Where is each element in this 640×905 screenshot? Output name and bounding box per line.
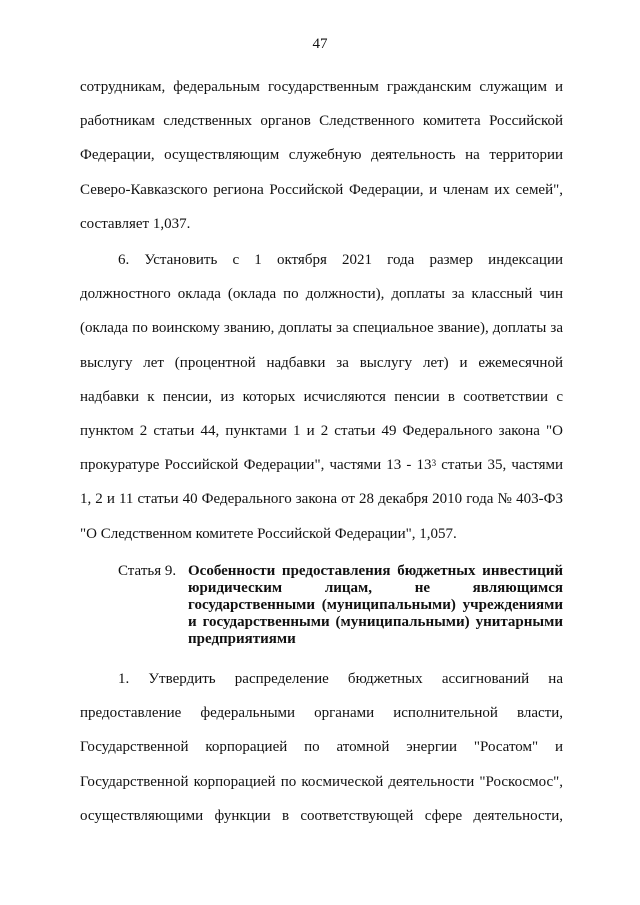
paragraph-2-line: пунктом 2 статьи 44, пунктами 1 и 2 статьи 49 Федерального закона "О [80, 422, 563, 439]
paragraph-1-line: составляет 1,037. [80, 215, 191, 232]
article-title-line: и государственными (муниципальными) унитарными [188, 614, 563, 630]
paragraph-1-line: работникам следственных органов Следственного комитета Российской [80, 113, 563, 130]
paragraph-3-line: 1. Утвердить распределение бюджетных ассигнований на [118, 671, 563, 687]
paragraph-2-line: надбавки к пенсии, из которых исчисляются пенсии в соответствии с [80, 388, 563, 405]
paragraph-1-line: Северо-Кавказского региона Российской Федерации, и членам их семей", [80, 181, 563, 198]
paragraph-2 [80, 243, 563, 551]
paragraph-2-line: (оклада по воинскому званию, доплаты за специальное звание), доплаты за [80, 320, 563, 337]
page-number: 47 [312, 36, 328, 52]
paragraph-2-line: "О Следственном комитете Российской Федерации", 1,057. [80, 525, 457, 542]
paragraph-1 [80, 70, 563, 241]
paragraph-3-line: Государственной корпорацией по атомной энергии "Росатом" и [80, 739, 563, 756]
paragraph-2-line: должностного оклада (оклада по должности), доплаты за классный чин [80, 286, 563, 303]
article-heading [118, 563, 563, 648]
article-title-line: государственными (муниципальными) учреждениями [188, 597, 563, 613]
paragraph-2-line: 6. Установить с 1 октября 2021 года размер индексации [118, 252, 563, 268]
article-title [188, 563, 563, 648]
article-label: Статья 9. [118, 563, 177, 579]
article-title-line: Особенности предоставления бюджетных инвестиций [188, 563, 563, 579]
article-title-line: юридическим лицам, не являющимся [188, 580, 563, 596]
article-title-line: предприятиями [188, 631, 296, 647]
line-text: статьи 35, частями [436, 457, 563, 474]
paragraph-2-line-with-superscript [80, 448, 563, 482]
paragraph-3-line: предоставление федеральными органами исполнительной власти, [80, 705, 563, 722]
paragraph-3 [80, 662, 563, 833]
paragraph-1-line: Федерации, осуществляющим служебную деятельность на территории [80, 147, 563, 164]
superscript: 3 [431, 458, 437, 469]
paragraph-3-line: Государственной корпорацией по космической деятельности "Роскосмос", [80, 773, 563, 790]
paragraph-1-line: сотрудникам, федеральным государственным гражданским служащим и [80, 79, 563, 95]
line-text: прокуратуре Российской Федерации", частями 13 - 13 [80, 457, 432, 474]
paragraph-2-line: выслугу лет (процентной надбавки за выслугу лет) и ежемесячной [80, 354, 563, 371]
paragraph-2-line: 1, 2 и 11 статьи 40 Федерального закона от 28 декабря 2010 года № 403-ФЗ [80, 491, 563, 508]
paragraph-3-line: осуществляющими функции в соответствующей сфере деятельности, [80, 807, 563, 824]
